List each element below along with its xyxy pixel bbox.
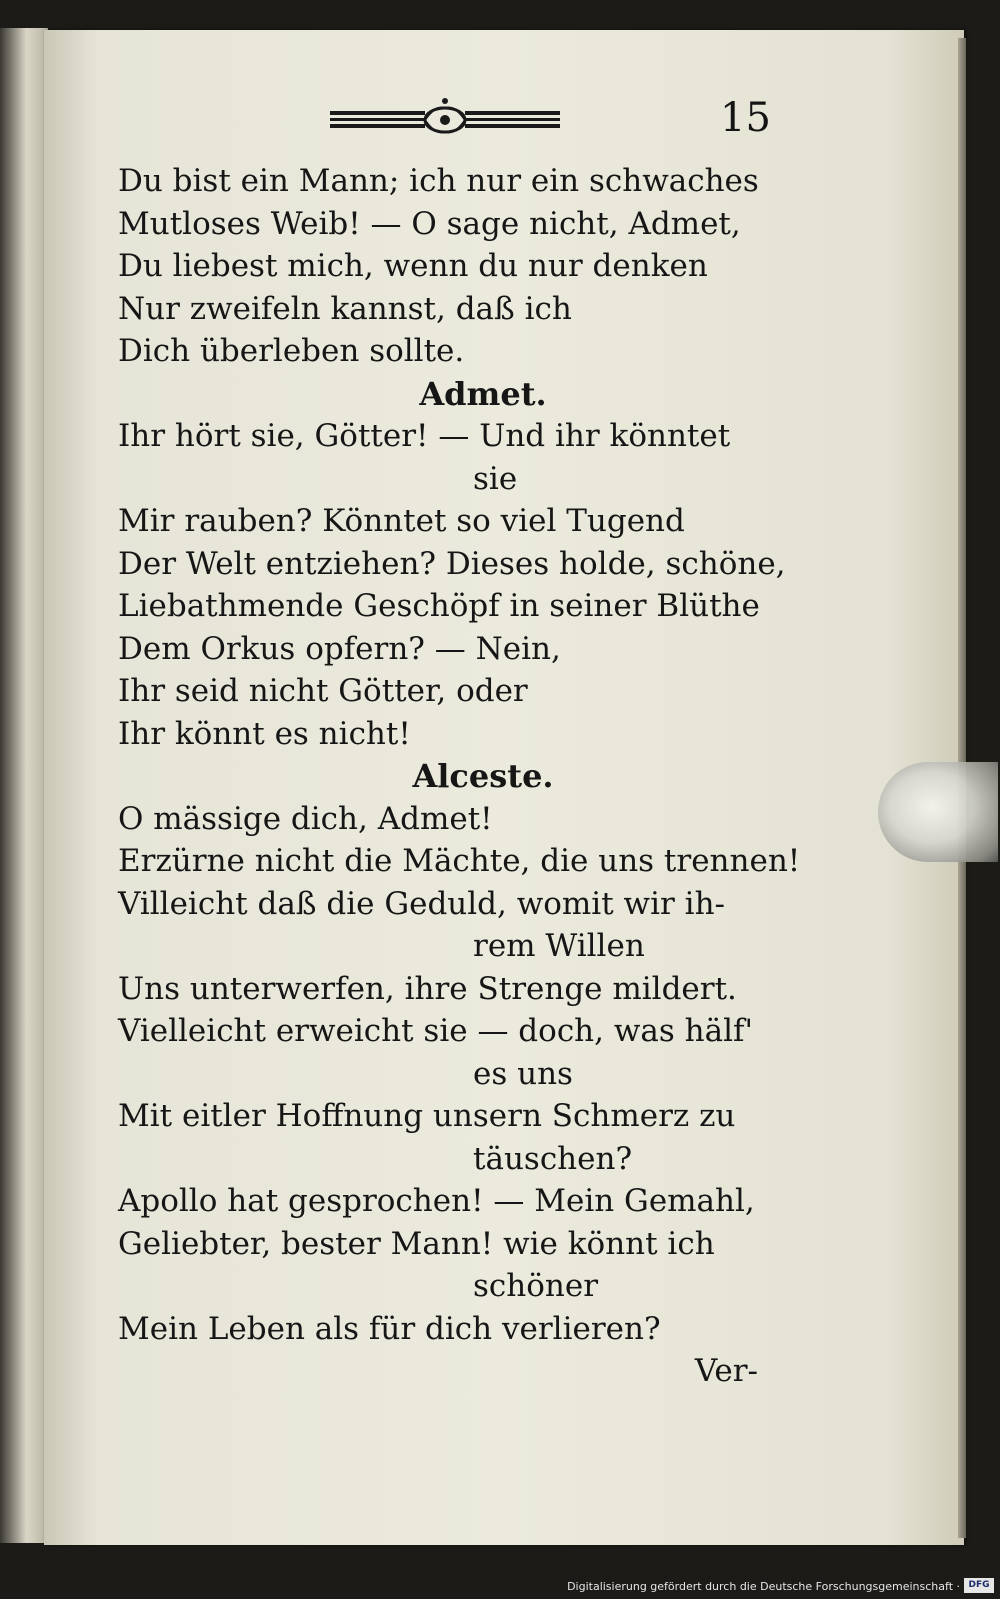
text-line: Du liebest mich, wenn du nur denken: [118, 248, 708, 284]
text-line: Mir rauben? Könntet so viel Tugend: [118, 503, 685, 539]
text-line: Nur zweifeln kannst, daß ich: [118, 290, 572, 327]
decorative-band-ornament-icon: [330, 95, 560, 145]
page-header: [330, 95, 790, 145]
text-line: Geliebter, bester Mann! wie könnt ich: [118, 1225, 715, 1262]
text-line: Erzürne nicht die Mächte, die uns trennen!: [118, 843, 801, 879]
text-line: Villeicht daß die Geduld, womit wir ih-: [118, 885, 726, 922]
left-page-edge: [0, 28, 48, 1543]
text-line-continuation: täuschen?: [473, 1140, 633, 1177]
text-line: Mein Leben als für dich verlieren?: [118, 1310, 661, 1347]
catchword: Ver-: [694, 1353, 758, 1389]
text-line-continuation: es uns: [473, 1055, 573, 1092]
text-line: Ihr hört sie, Götter! — Und ihr könntet: [118, 418, 731, 454]
verse-text: [118, 160, 801, 1393]
page-clip: [878, 762, 998, 862]
text-line-continuation: rem Willen: [473, 928, 645, 964]
text-line-continuation: sie: [473, 460, 518, 497]
text-line: O mässige dich, Admet!: [118, 800, 493, 837]
page-number: 15: [720, 95, 771, 141]
text-line: Ihr seid nicht Götter, oder: [118, 673, 528, 709]
text-line: Uns unterwerfen, ihre Strenge mildert.: [118, 970, 737, 1007]
text-line: Dich überleben sollte.: [118, 333, 465, 369]
text-line: Mutloses Weib! — O sage nicht, Admet,: [118, 205, 741, 242]
speaker-heading: Alceste.: [412, 757, 554, 795]
text-line: Du bist ein Mann; ich nur ein schwaches: [118, 163, 759, 199]
text-line-continuation: schöner: [473, 1268, 599, 1304]
text-line: Liebathmende Geschöpf in seiner Blüthe: [118, 588, 760, 624]
text-line: Ihr könnt es nicht!: [118, 715, 411, 752]
text-line: Dem Orkus opfern? — Nein,: [118, 630, 561, 667]
dfg-logo-icon: DFG: [964, 1578, 994, 1593]
text-line: Vielleicht erweicht sie — doch, was hälf': [118, 1013, 753, 1049]
text-line: Apollo hat gesprochen! — Mein Gemahl,: [118, 1183, 755, 1219]
text-line: Der Welt entziehen? Dieses holde, schöne,: [118, 545, 786, 582]
speaker-heading: Admet.: [419, 374, 547, 413]
digitization-credit: Digitalisierung gefördert durch die Deutsche Forschungsgemeinschaft ·: [567, 1580, 960, 1593]
text-line: Mit eitler Hoffnung unsern Schmerz zu: [118, 1098, 736, 1134]
